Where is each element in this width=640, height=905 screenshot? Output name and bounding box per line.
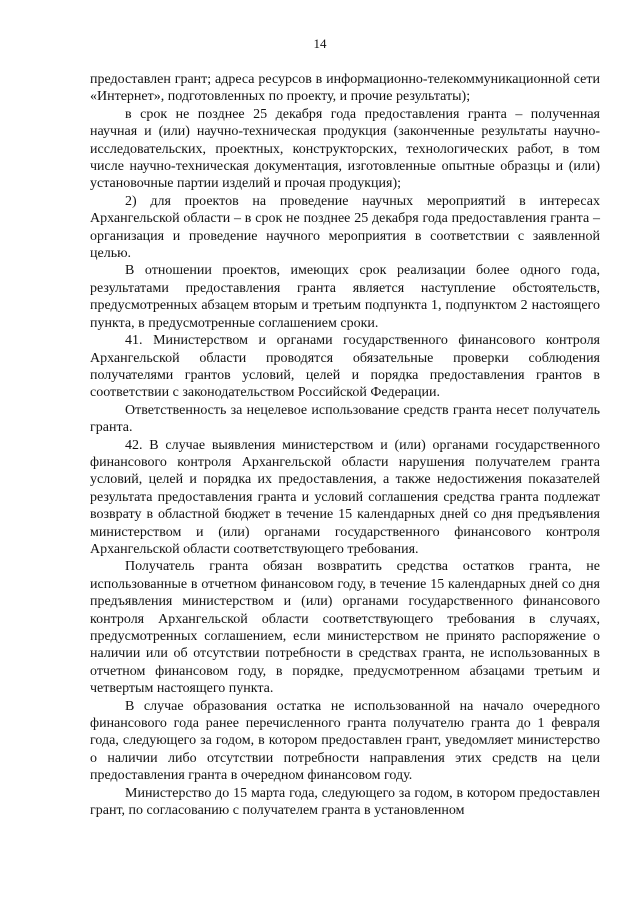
paragraph: В случае образования остатка не использованной на начало очередного финансового года ранее перечисленного гранта получателю гранта до 1 февраля года, следующего за годом, в котором предоставлен грант, уведомляет министерство о наличии либо отсутствии потребности направления этих средств на цели предоставления гранта в очередном финансовом году. [90, 698, 600, 784]
paragraph: 41. Министерством и органами государственного финансового контроля Архангельской области проводятся обязательные проверки соблюдения получателями грантов условий, целей и порядка предоставления грантов в соответствии с законодательством Российской Федерации. [90, 333, 600, 401]
paragraph: предоставлен грант; адреса ресурсов в информационно-телекоммуникационной сети «Интернет», подготовленных по проекту, и прочие результаты); [90, 72, 600, 105]
paragraph: 2) для проектов на проведение научных мероприятий в интересах Архангельской области – в срок не позднее 25 декабря года предоставления гранта – организация и проведение научного мероприятия в соответствии с заявленной целью. [90, 193, 600, 262]
document-body [90, 71, 600, 819]
paragraph: в срок не позднее 25 декабря года предоставления гранта – полученная научная и (или) научно-техническая продукция (законченные результаты научно-исследовательских, проектных, конструкторских, технологических работ, в том числе научно-техническая документация, изготовленные опытные образцы и (или) установочные партии изделий и прочая продукция); [90, 106, 600, 192]
page-number: 14 [313, 36, 327, 51]
paragraph: 42. В случае выявления министерством и (или) органами государственного финансового контроля Архангельской области нарушения получателем гранта условий, целей и порядка их предоставления, а также недостижения показателей результата предоставления гранта и условий соглашения средства гранта подлежат возврату в областной бюджет в течение 15 календарных дней со дня предъявления министерством и (или) органами государственного финансового контроля Архангельской области соответствующего требования. [90, 437, 600, 557]
paragraph: Ответственность за нецелевое использование средств гранта несет получатель гранта. [90, 402, 600, 436]
paragraph: Получатель гранта обязан возвратить средства остатков гранта, не использованные в отчетном финансовом году, в течение 15 календарных дней со дня предъявления министерством и (или) органами государственного финансового контроля Архангельской области соответствующего требования в случаях, предусмотренных соглашением, если министерством не принято распоряжение о наличии или об отсутствии потребности в средствах гранта, не использованных в отчетном финансовом году, в порядке, предусмотренном абзацами третьим и четвертым настоящего пункта. [90, 559, 600, 697]
paragraph: Министерство до 15 марта года, следующего за годом, в котором предоставлен грант, по согласованию с получателем гранта в установленном [90, 785, 600, 819]
paragraph: В отношении проектов, имеющих срок реализации более одного года, результатами предоставления гранта является наступление обстоятельств, предусмотренных абзацем вторым и третьим подпункта 1, подпунктом 2 настоящего пункта, в предусмотренные соглашением сроки. [90, 263, 600, 331]
